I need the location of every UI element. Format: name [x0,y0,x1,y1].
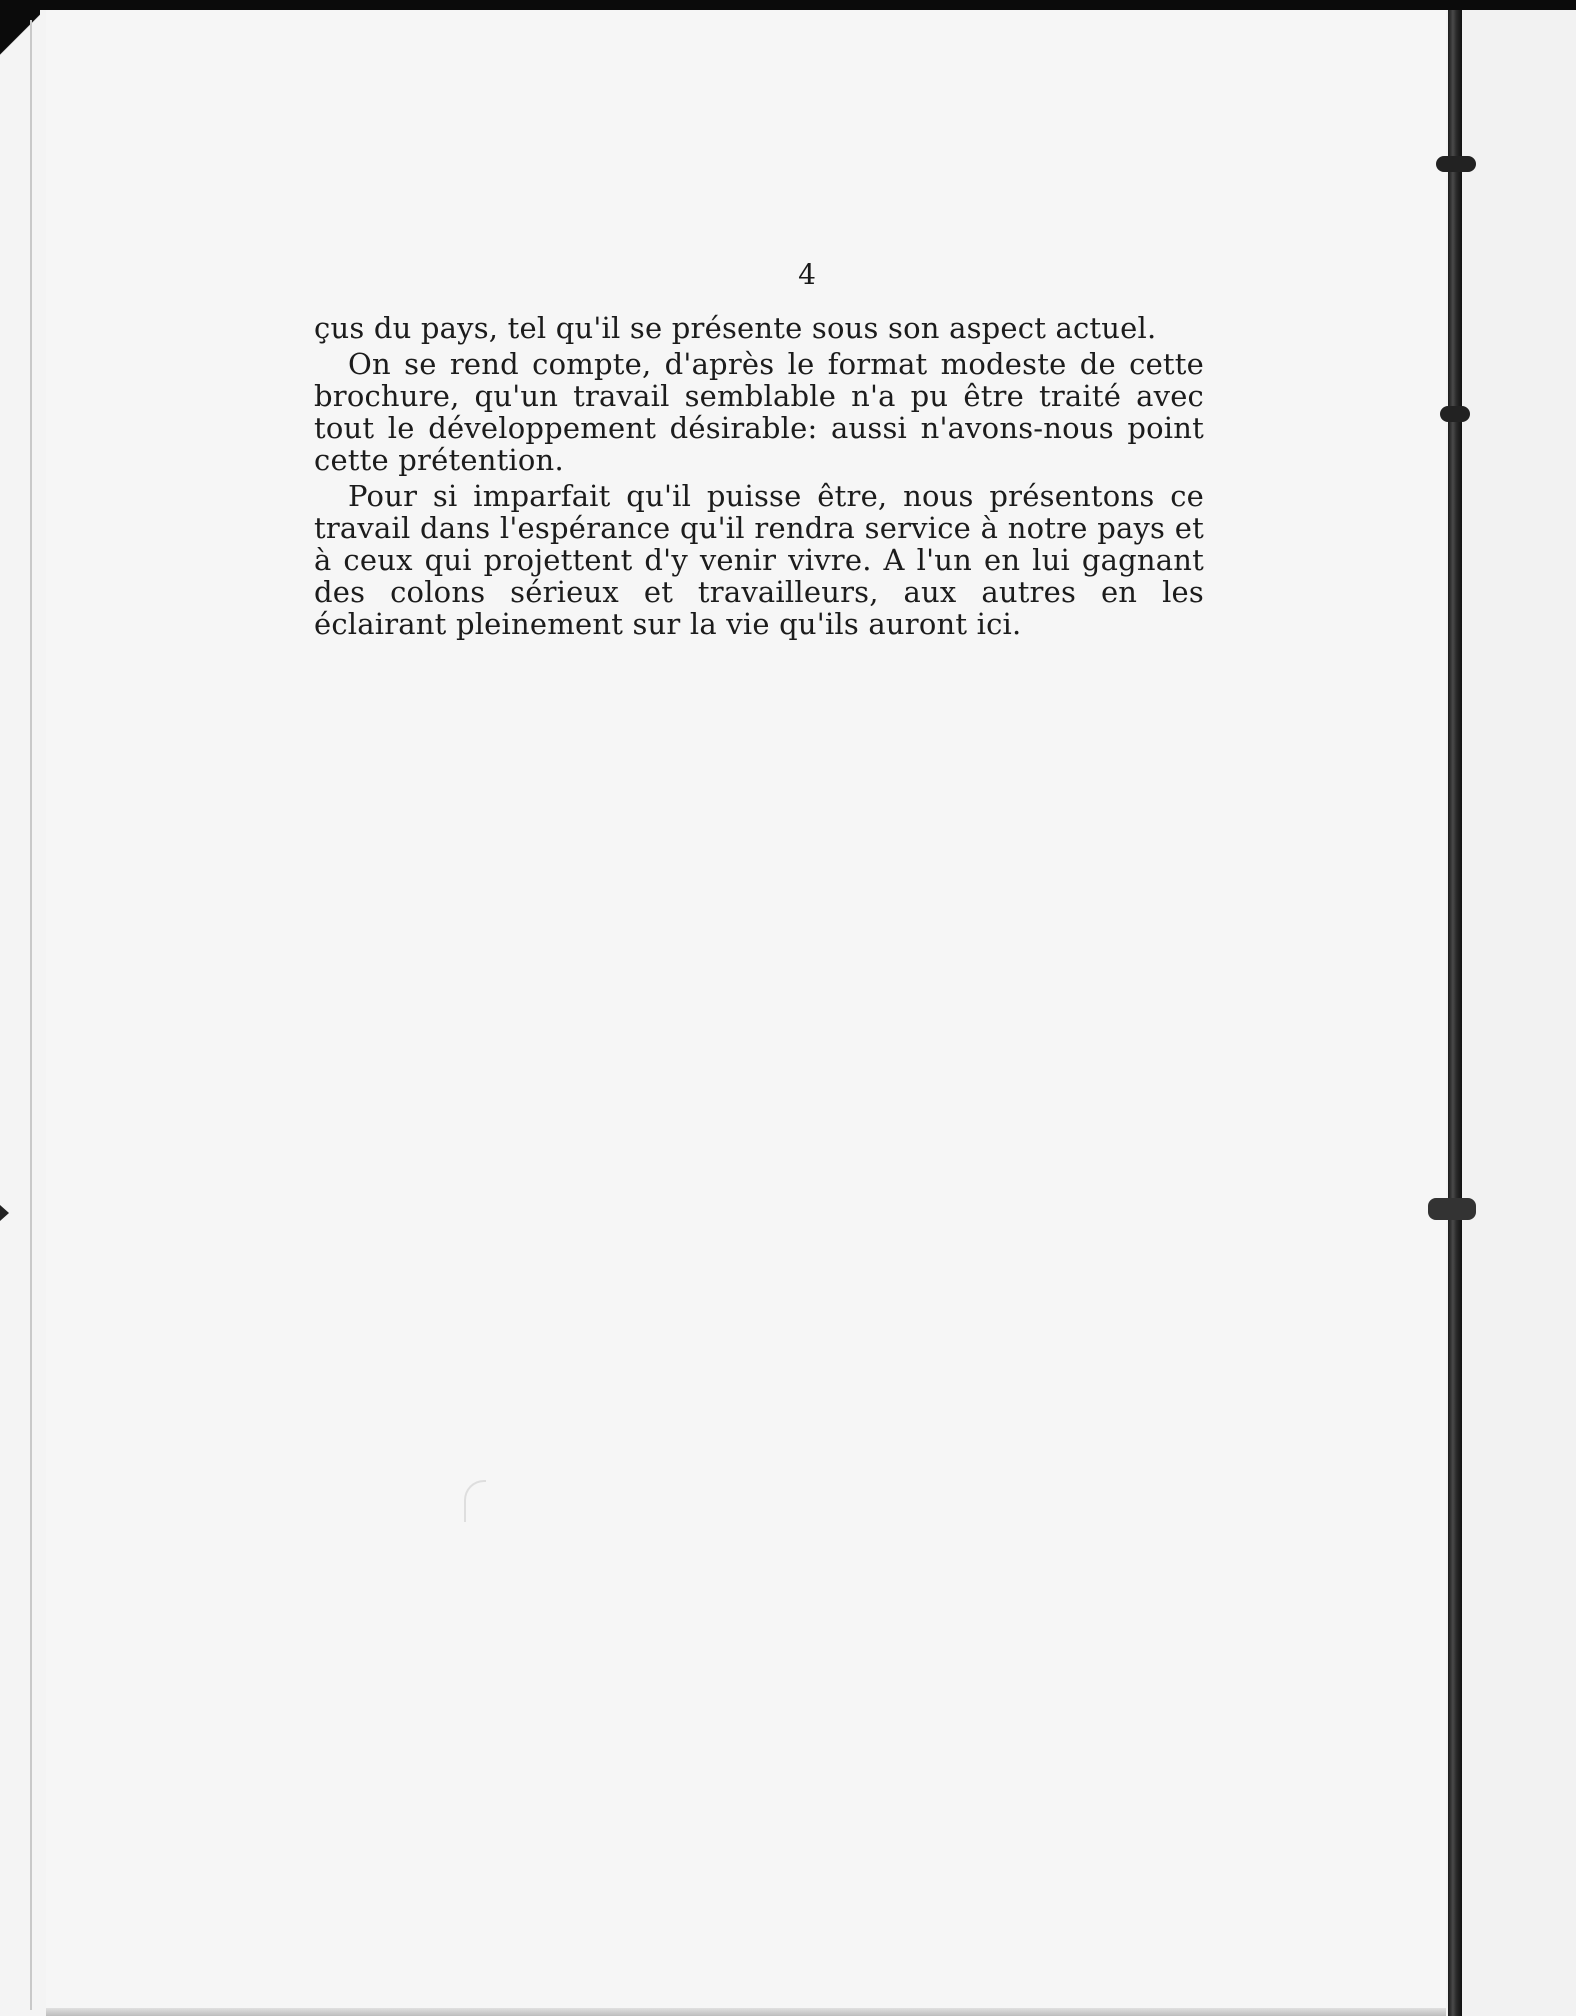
binding-knot [1428,1198,1476,1220]
scan-artifact [464,1480,486,1522]
body-text [314,312,1204,644]
paragraph-1: çus du pays, tel qu'il se présente sous son aspect actuel. [314,311,1157,345]
binding-knot [1436,156,1476,172]
binding-rod [1448,10,1462,2016]
binding-knot [1440,406,1470,422]
scan-bottom-edge [46,2008,1446,2016]
scan-top-edge [0,0,1576,10]
page-fold [30,20,47,2010]
binding-margin [1446,10,1576,2016]
paragraph-2: On se rend compte, d'après le format modeste de cette brochure, qu'un travail semblable n'a pu être traité avec tout le développement désirable: aussi n'avons-nous point cette prétention. [314,347,1204,477]
page-number: 4 [798,258,816,291]
paragraph-3: Pour si imparfait qu'il puisse être, nous présentons ce travail dans l'espérance qu'il rendra service à notre pays et à ceux qui projettent d'y venir vivre. A l'un en lui gagnant des colons sérieux et travailleurs, aux autres en les éclairant pleinement sur la vie qu'ils auront ici. [314,479,1204,641]
page-notch [0,1205,9,1221]
